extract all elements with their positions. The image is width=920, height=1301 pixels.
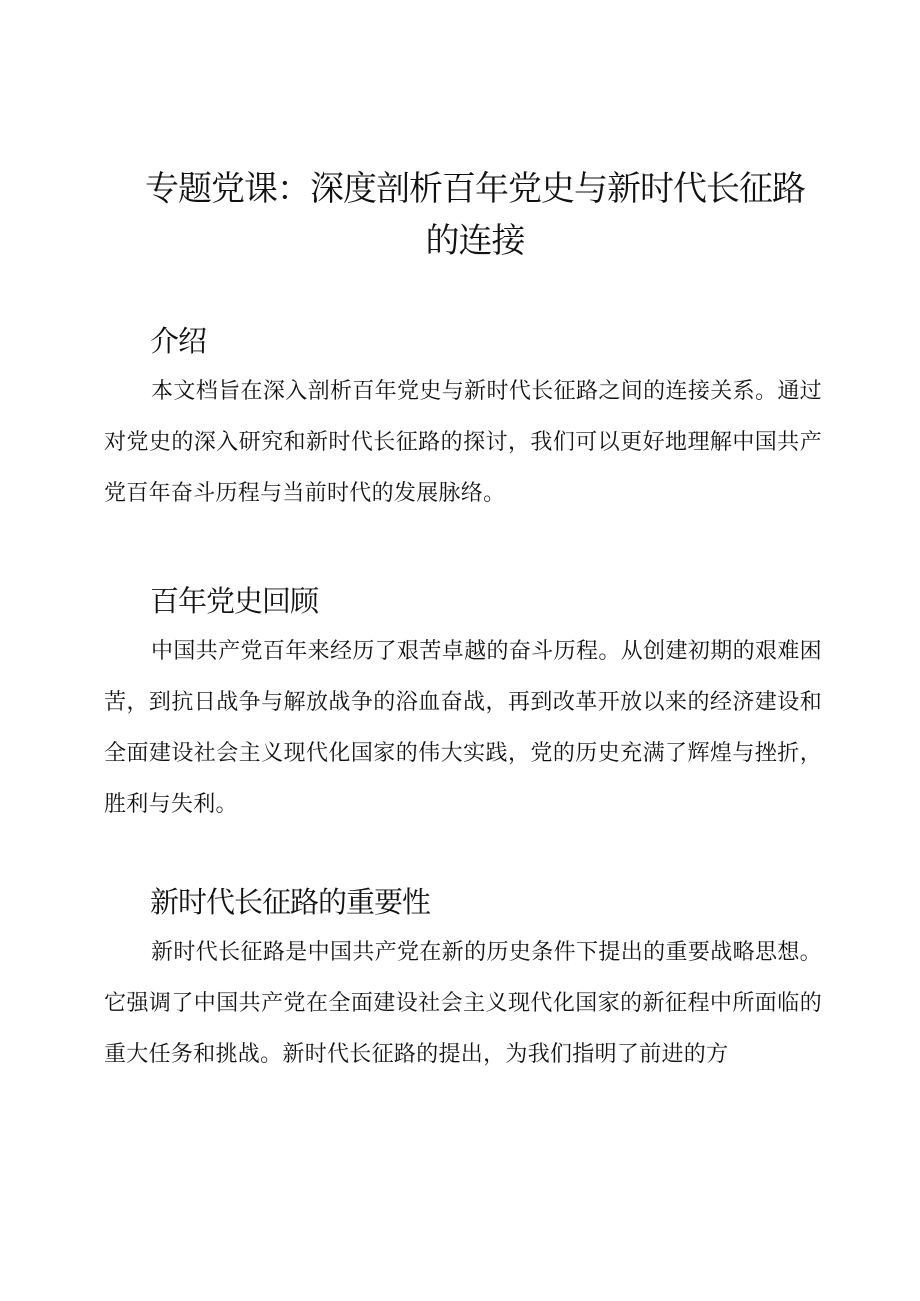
section-heading-history: 百年党史回顾 — [150, 584, 319, 618]
document-title: 专题党课：深度剖析百年党史与新时代长征路的连接 — [145, 169, 805, 261]
section-body-importance: 新时代长征路是中国共产党在新的历史条件下提出的重要战略思想。它强调了中国共产党在全面建设社会主义现代化国家的新征程中所面临的重大任务和挑战。新时代长征路的提出，为我们指明了前进的方 — [104, 940, 822, 1067]
section-body-intro: 本文档旨在深入剖析百年党史与新时代长征路之间的连接关系。通过对党史的深入研究和新时代长征路的探讨，我们可以更好地理解中国共产党百年奋斗历程与当前时代的发展脉络。 — [104, 379, 822, 506]
section-heading-intro: 介绍 — [150, 324, 207, 358]
section-body-history: 中国共产党百年来经历了艰苦卓越的奋斗历程。从创建初期的艰难困苦，到抗日战争与解放战争的浴血奋战，再到改革开放以来的经济建设和全面建设社会主义现代化国家的伟大实践，党的历史充满了辉煌与挫折，胜利与失利。 — [104, 639, 822, 817]
section-heading-importance: 新时代长征路的重要性 — [150, 885, 431, 919]
